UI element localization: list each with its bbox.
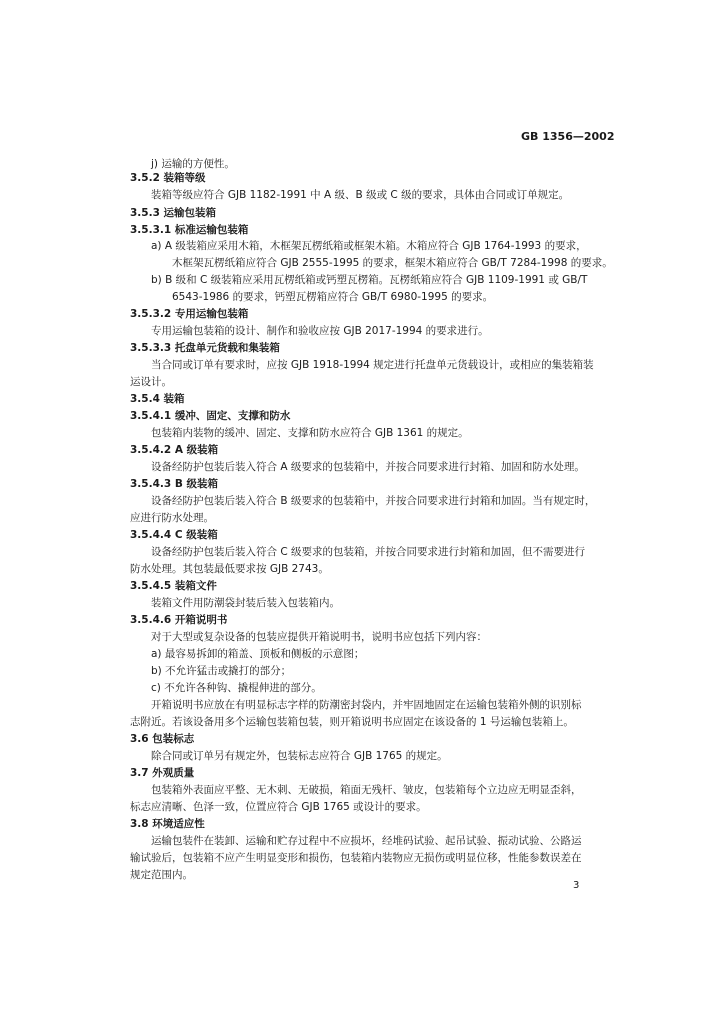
- paragraph-line: 装箱等级应符合 GJB 1182-1991 中 A 级、B 级或 C 级的要求，具体由合同或订单规定。: [151, 189, 570, 201]
- subsection-heading: 3.5.4.1 缓冲、固定、支撑和防水: [130, 410, 291, 422]
- list-item-b: b) B 级和 C 级装箱应采用瓦楞纸箱或钙塑瓦楞箱。瓦楞纸箱应符合 GJB 1109-1991 或 GB/T: [151, 274, 588, 286]
- standard-code: GB 1356—2002: [521, 130, 615, 143]
- paragraph-line: 运输包装件在装卸、运输和贮存过程中不应损坏，经堆码试验、起吊试验、振动试验、公路运: [151, 835, 582, 847]
- subsection-heading: 3.5.4.2 A 级装箱: [130, 444, 219, 456]
- list-item-b: b) 不允许猛击或撬打的部分；: [151, 665, 292, 677]
- list-item-a: a) 最容易拆卸的箱盖、顶板和侧板的示意图；: [151, 648, 365, 660]
- subsection-heading: 3.5.4.5 装箱文件: [130, 580, 217, 592]
- paragraph-line: 对于大型或复杂设备的包装应提供开箱说明书，说明书应包括下列内容：: [151, 631, 487, 643]
- section-heading: 3.5.2 装箱等级: [130, 172, 206, 184]
- paragraph-line: 包装箱内装物的缓冲、固定、支撑和防水应符合 GJB 1361 的规定。: [151, 427, 469, 439]
- paragraph-line: 设备经防护包装后装入符合 C 级要求的包装箱，并按合同要求进行封箱和加固，但不需要进行: [151, 546, 586, 558]
- paragraph-line: 除合同或订单另有规定外，包装标志应符合 GJB 1765 的规定。: [151, 750, 448, 762]
- section-heading: 3.7 外观质量: [130, 767, 195, 779]
- paragraph-line: 装箱文件用防潮袋封装后装入包装箱内。: [151, 597, 340, 609]
- paragraph-line: 专用运输包装箱的设计、制作和验收应按 GJB 2017-1994 的要求进行。: [151, 325, 489, 337]
- subsection-heading: 3.5.3.1 标准运输包装箱: [130, 224, 249, 236]
- subsection-heading: 3.5.3.3 托盘单元货载和集装箱: [130, 342, 280, 354]
- paragraph-line: 运设计。: [130, 376, 172, 388]
- paragraph-line: 志附近。若该设备用多个运输包装箱包装，则开箱说明书应固定在该设备的 1 号运输包装箱上。: [130, 716, 574, 728]
- paragraph-line: 设备经防护包装后装入符合 A 级要求的包装箱中，并按合同要求进行封箱、加固和防水处理。: [151, 461, 585, 473]
- subsection-heading: 3.5.4.4 C 级装箱: [130, 529, 218, 541]
- section-heading: 3.5.4 装箱: [130, 393, 185, 405]
- paragraph-line: 规定范围内。: [130, 869, 193, 881]
- list-item-c: c) 不允许各种钩、撬棍伸进的部分。: [151, 682, 322, 694]
- paragraph-line: 防水处理。其包装最低要求按 GJB 2743。: [130, 563, 329, 575]
- paragraph-line: 应进行防水处理。: [130, 512, 214, 524]
- paragraph-line: 开箱说明书应放在有明显标志字样的防潮密封袋内，并牢固地固定在运输包装箱外侧的识别标: [151, 699, 582, 711]
- page-number: 3: [573, 880, 580, 891]
- subsection-heading: 3.5.4.3 B 级装箱: [130, 478, 219, 490]
- section-heading: 3.5.3 运输包装箱: [130, 207, 217, 219]
- paragraph-line: 设备经防护包装后装入符合 B 级要求的包装箱中，并按合同要求进行封箱和加固。当有规定时，: [151, 495, 596, 507]
- list-item-a-cont: 木框架瓦楞纸箱应符合 GJB 2555-1995 的要求，框架木箱应符合 GB/T 7284-1998 的要求。: [172, 257, 613, 269]
- list-item-b-cont: 6543-1986 的要求，钙塑瓦楞箱应符合 GB/T 6980-1995 的要求。: [172, 291, 494, 303]
- section-heading: 3.6 包装标志: [130, 733, 195, 745]
- paragraph-line: 当合同或订单有要求时，应按 GJB 1918-1994 规定进行托盘单元货载设计，或相应的集装箱装: [151, 359, 594, 371]
- paragraph-line: 标志应清晰、色泽一致，位置应符合 GJB 1765 或设计的要求。: [130, 801, 427, 813]
- list-item-a: a) A 级装箱应采用木箱，木框架瓦楞纸箱或框架木箱。木箱应符合 GJB 1764-1993 的要求，: [151, 240, 587, 252]
- subsection-heading: 3.5.3.2 专用运输包装箱: [130, 308, 249, 320]
- subsection-heading: 3.5.4.6 开箱说明书: [130, 614, 228, 626]
- list-item-j: j) 运输的方便性。: [151, 158, 235, 170]
- paragraph-line: 输试验后，包装箱不应产生明显变形和损伤，包装箱内装物应无损伤或明显位移，性能参数误差在: [130, 852, 582, 864]
- section-heading: 3.8 环境适应性: [130, 818, 205, 830]
- paragraph-line: 包装箱外表面应平整、无木刺、无破损，箱面无残杆、皱皮，包装箱每个立边应无明显歪斜，: [151, 784, 582, 796]
